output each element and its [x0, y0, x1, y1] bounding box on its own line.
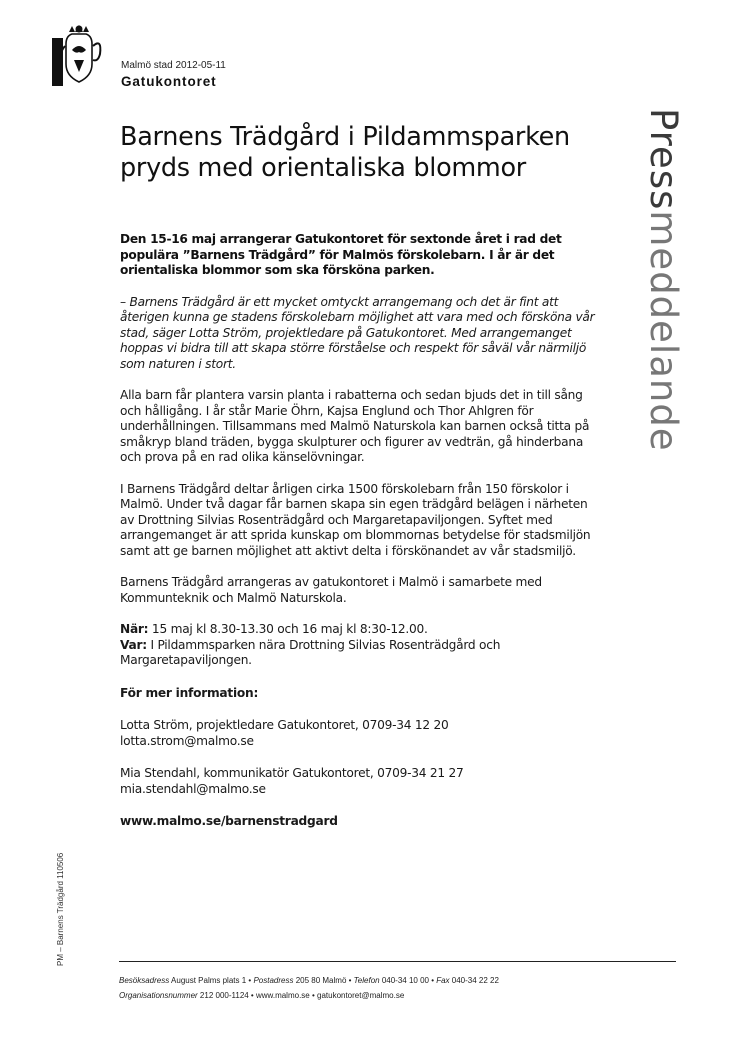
meddelande-label: meddelande	[642, 210, 685, 452]
header-org-name: Gatukontoret	[121, 74, 217, 89]
footer-org-label: Organisationsnummer	[119, 991, 198, 1000]
footer-org-value: 212 000-1124 • www.malmo.se • gatukontoret@malmo.se	[197, 991, 405, 1000]
where-line	[120, 638, 595, 669]
footer-post-value: 205 80 Malmö •	[293, 976, 354, 985]
footer-visit-label: Besöksadress	[119, 976, 170, 985]
when-line	[120, 622, 595, 638]
footer-fax-label: Fax	[436, 976, 450, 985]
when-label: När:	[120, 622, 149, 636]
header-date: Malmö stad 2012-05-11	[121, 60, 226, 71]
where-label: Var:	[120, 637, 147, 652]
footer-visit-value: August Palms plats 1 •	[169, 976, 254, 985]
footer	[119, 973, 499, 1003]
body-paragraph-2: I Barnens Trädgård deltar årligen cirka 1500 förskolebarn från 150 förskolor i Malmö. Under två dagar får barnen skapa sin egen trädgård belägen i närheten av Drottning Silvias Rosenträdgård och Margaretapaviljongen. Syftet med arrangemanget är att sprida kunskap om blommornas betydelse för stadsmiljön samt att ge barnen möjlighet att aktivt delta i förskönandet av vår stadsmiljö.	[120, 481, 591, 558]
footer-phone-label: Telefon	[353, 976, 380, 985]
article	[120, 122, 595, 830]
page-title: Barnens Trädgård i Pildammsparken pryds med orientaliska blommor	[120, 122, 570, 183]
malmo-coat-of-arms-icon	[52, 24, 110, 86]
event-link[interactable]: www.malmo.se/barnenstradgard	[120, 814, 338, 828]
where-value: I Pildammsparken nära Drottning Silvias Rosenträdgård och Margaretapaviljongen.	[120, 637, 501, 667]
quote-paragraph: – Barnens Trädgård är ett mycket omtyckt arrangemang och det är fint att återigen kunna ge stadens förskolebarn möjlighet att vara med och försköna vår stad, säger Lotta Ström, projektledare på Gatukontoret. Med arrangemanget hoppas vi bidra till att skapa större förståelse och respekt för såväl vår närmiljö som naturen i stort.	[120, 294, 595, 371]
footer-phone-value: 040-34 10 00 •	[379, 976, 437, 985]
contact-1-line: Lotta Ström, projektledare Gatukontoret, 0709-34 12 20	[120, 718, 449, 732]
lead-paragraph: Den 15-16 maj arrangerar Gatukontoret för sextonde året i rad det populära ”Barnens Trädgård” för Malmös förskolebarn. I år är det orientaliska blommor som ska försköna parken.	[120, 232, 562, 277]
when-value: 15 maj kl 8.30-13.30 och 16 maj kl 8:30-12.00.	[148, 622, 428, 636]
body-paragraph-1: Alla barn får plantera varsin planta i rabatterna och sedan bjuds det in till sång och hålligång. I år står Marie Öhrn, Kajsa Englund och Thor Ahlgren för underhållningen. Tillsammans med Malmö Naturskola kan barnen också titta på småkryp bland träden, bygga skulpturer och figurer av vedträn, gå hinderbana och prova på en rad olika känselövningar.	[120, 388, 590, 464]
press-label: Press	[642, 108, 685, 211]
body-paragraph-3: Barnens Trädgård arrangeras av gatukontoret i Malmö i samarbete med Kommunteknik och Malmö Naturskola.	[120, 575, 542, 605]
footer-post-label: Postadress	[253, 976, 294, 985]
more-info-heading: För mer information:	[120, 685, 259, 700]
contact-2-email[interactable]: mia.stendahl@malmo.se	[120, 781, 266, 796]
footer-line-2	[119, 988, 499, 1003]
document-code: PM – Barnens Trädgård 110506	[56, 852, 65, 966]
footer-divider	[119, 961, 676, 962]
contact-1-email[interactable]: lotta.strom@malmo.se	[120, 733, 254, 748]
footer-line-1	[119, 973, 499, 988]
pressmeddelande-label	[643, 108, 683, 452]
contact-2-line: Mia Stendahl, kommunikatör Gatukontoret, 0709-34 21 27	[120, 766, 464, 780]
footer-fax-value: 040-34 22 22	[449, 976, 499, 985]
